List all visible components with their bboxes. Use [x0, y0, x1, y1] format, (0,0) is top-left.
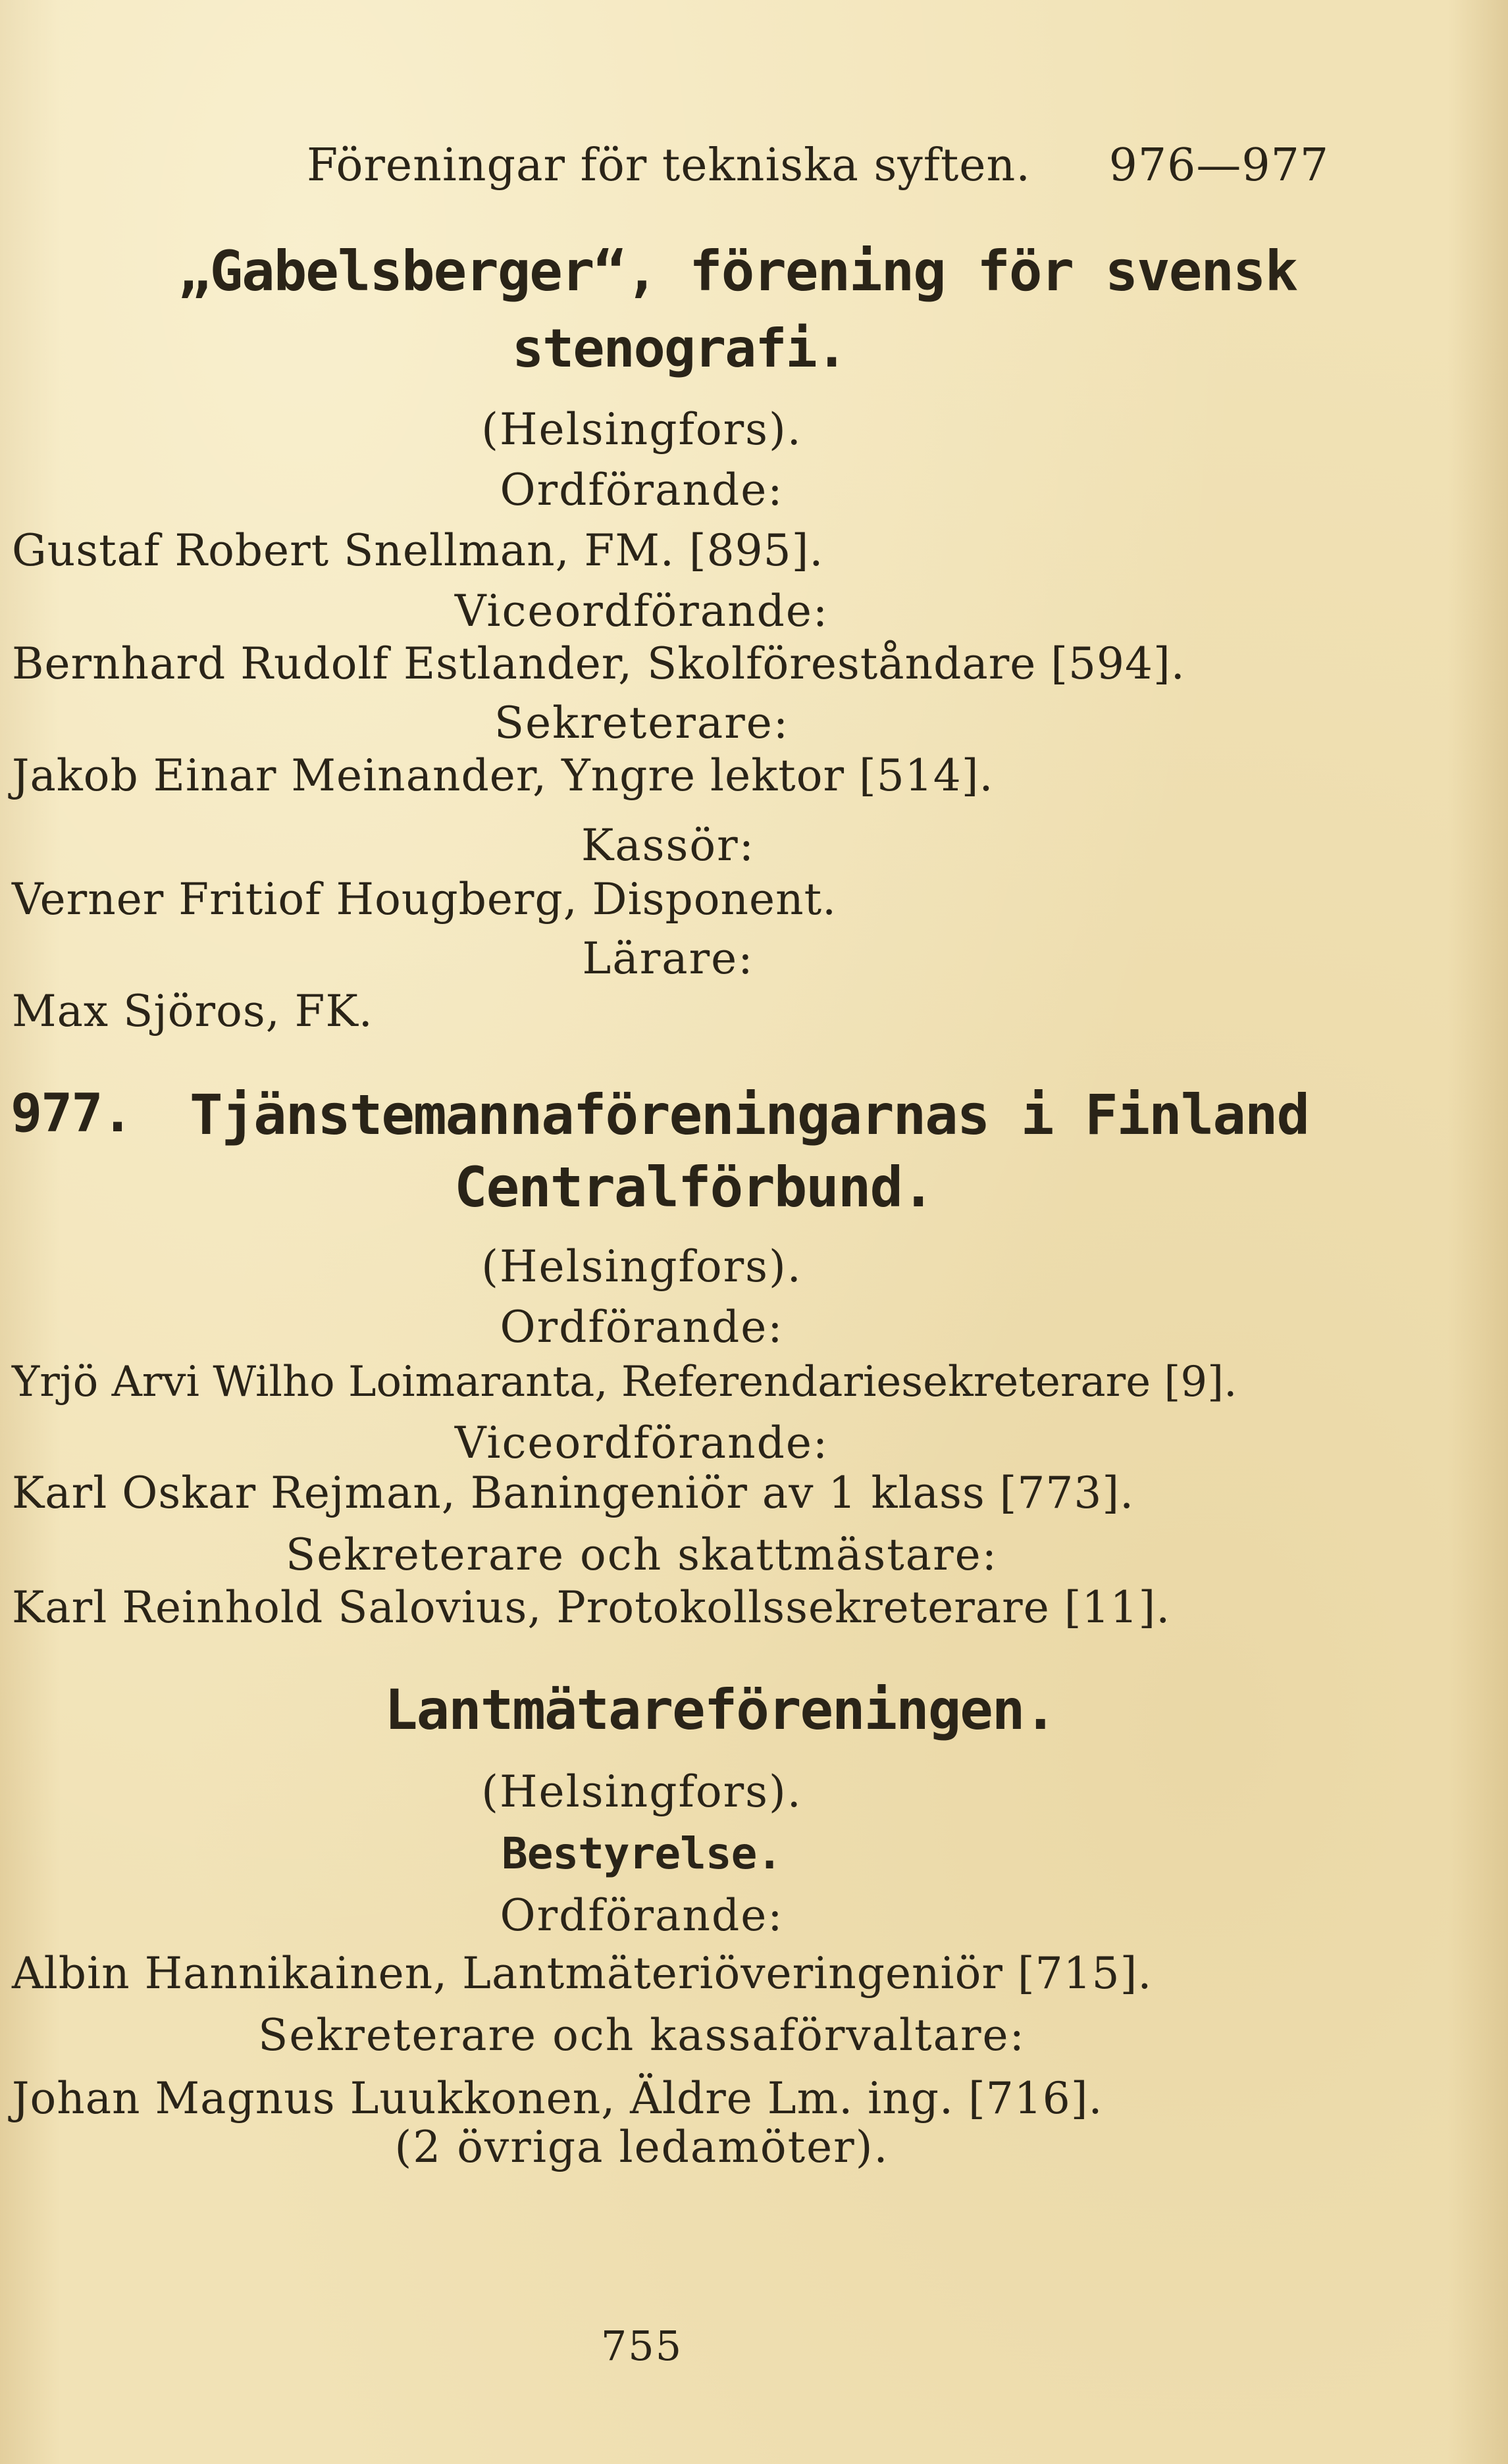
role-label: Ordförande: [500, 1890, 784, 1941]
role-entry: Jakob Einar Meinander, Yngre lektor [514]. [12, 750, 994, 801]
section-lantmatare-title: Lantmätareföreningen. [384, 1678, 1056, 1742]
section-gabelsberger-title-cont: stenografi. [512, 318, 846, 379]
page-number: 755 [600, 2322, 683, 2370]
section-977-title: Tjänstemannaföreningarnas i Finland [190, 1083, 1309, 1147]
running-head-title: Föreningar för tekniska syften. [307, 140, 1031, 192]
role-entry: Verner Fritiof Hougberg, Disponent. [12, 874, 837, 925]
role-label: Kassör: [581, 820, 755, 871]
running-head [307, 140, 1330, 192]
section-lantmatare-note: (2 övriga ledamöter). [394, 2122, 889, 2172]
role-label: Sekreterare: [494, 698, 790, 748]
section-lantmatare-location: (Helsingfors). [481, 1766, 802, 1817]
role-entry: Albin Hannikainen, Lantmäteriöveringeniör [715]. [12, 1948, 1153, 1999]
section-977-title-cont: Centralförbund. [454, 1155, 934, 1219]
section-977-location: (Helsingfors). [481, 1241, 802, 1292]
role-label: Viceordförande: [454, 586, 829, 636]
role-label: Sekreterare och skattmästare: [286, 1529, 998, 1580]
role-entry: Gustaf Robert Snellman, FM. [895]. [12, 525, 824, 576]
role-label: Sekreterare och kassaförvaltare: [258, 2010, 1026, 2061]
role-label: Lärare: [582, 933, 754, 984]
role-label: Ordförande: [500, 465, 784, 515]
role-label: Ordförande: [500, 1302, 784, 1352]
role-label: Viceordförande: [454, 1418, 829, 1468]
section-gabelsberger-title: „Gabelsberger“, förening för svensk [178, 239, 1297, 303]
section-gabelsberger-location: (Helsingfors). [481, 404, 802, 455]
running-head-range: 976—977 [1108, 140, 1330, 192]
role-entry: Karl Reinhold Salovius, Protokollssekreterare [11]. [12, 1582, 1171, 1633]
role-entry: Max Sjöros, FK. [12, 986, 373, 1037]
role-entry: Bernhard Rudolf Estlander, Skolföreståndare [594]. [12, 638, 1185, 689]
role-entry: Karl Oskar Rejman, Baningeniör av 1 klass [773]. [12, 1468, 1135, 1518]
role-entry: Johan Magnus Luukkonen, Äldre Lm. ing. [716]. [12, 2073, 1103, 2124]
section-number: 977. [11, 1083, 132, 1144]
role-entry: Yrjö Arvi Wilho Loimaranta, Referendariesekreterare [9]. [12, 1358, 1237, 1406]
section-lantmatare-board: Bestyrelse. [501, 1828, 783, 1879]
